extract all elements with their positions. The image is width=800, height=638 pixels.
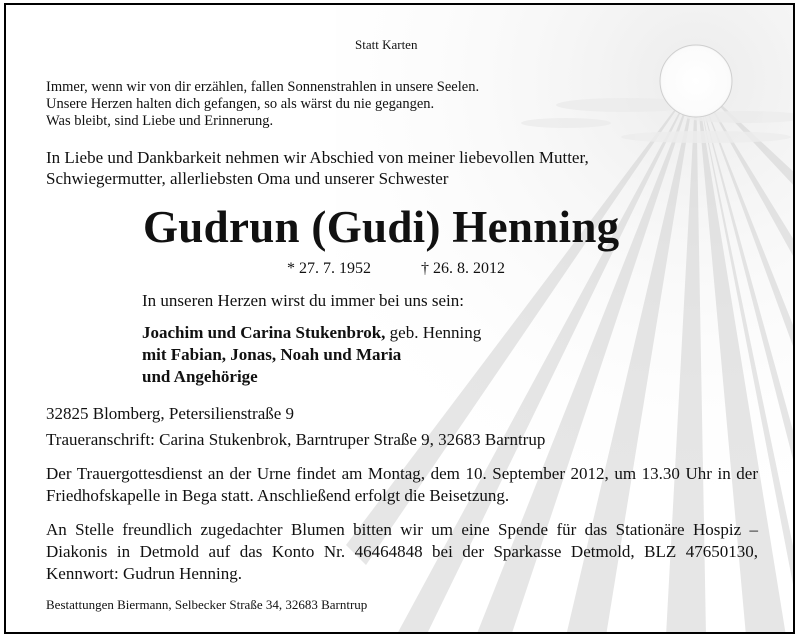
sun-icon [660,45,732,117]
deceased-name: Gudrun (Gudi) Henning [143,202,620,252]
donation-info: An Stelle freundlich zugedachter Blumen bitten wir um eine Spende für das Stationäre Hospiz – Diakonis in Detmold auf das Konto Nr. 46464848 bei der Sparkasse Detmold, BLZ 47650130, Kennwort: Gudrun Henning. [46,520,758,583]
verse-line: Immer, wenn wir von dir erzählen, fallen Sonnenstrahlen in unsere Seelen. [46,79,480,95]
intro-line: Schwiegermutter, allerliebsten Oma und unserer Schwester [46,169,449,188]
trauer-address: Traueranschrift: Carina Stukenbrok, Barntruper Straße 9, 32683 Barntrup [46,430,546,449]
obituary-notice [4,3,795,634]
maiden-name: geb. Henning [385,323,482,342]
mourners-names: Joachim und Carina Stukenbrok, [142,323,386,342]
statt-karten: Statt Karten [355,37,418,52]
home-address: 32825 Blomberg, Petersilienstraße 9 [46,404,295,423]
service-info: Der Trauergottesdienst an der Urne findet am Montag, dem 10. September 2012, um 13.30 Uhr in der Friedhofskapelle in Bega statt. Anschließend erfolgt die Beisetzung. [46,464,758,505]
mourners-line: mit Fabian, Jonas, Noah und Maria [142,345,402,364]
funeral-home: Bestattungen Biermann, Selbecker Straße 34, 32683 Barntrup [46,597,368,612]
mourners-line: und Angehörige [142,367,258,386]
verse-line: Was bleibt, sind Liebe und Erinnerung. [46,113,274,129]
intro-line: In Liebe und Dankbarkeit nehmen wir Abschied von meiner liebevollen Mutter, [46,148,589,167]
mourners-line [142,322,481,344]
birth-date: * 27. 7. 1952 [287,260,371,277]
death-date: † 26. 8. 2012 [421,260,505,277]
mourners-heading: In unseren Herzen wirst du immer bei uns sein: [142,291,464,310]
verse-line: Unsere Herzen halten dich gefangen, so als wärst du nie gegangen. [46,96,435,112]
